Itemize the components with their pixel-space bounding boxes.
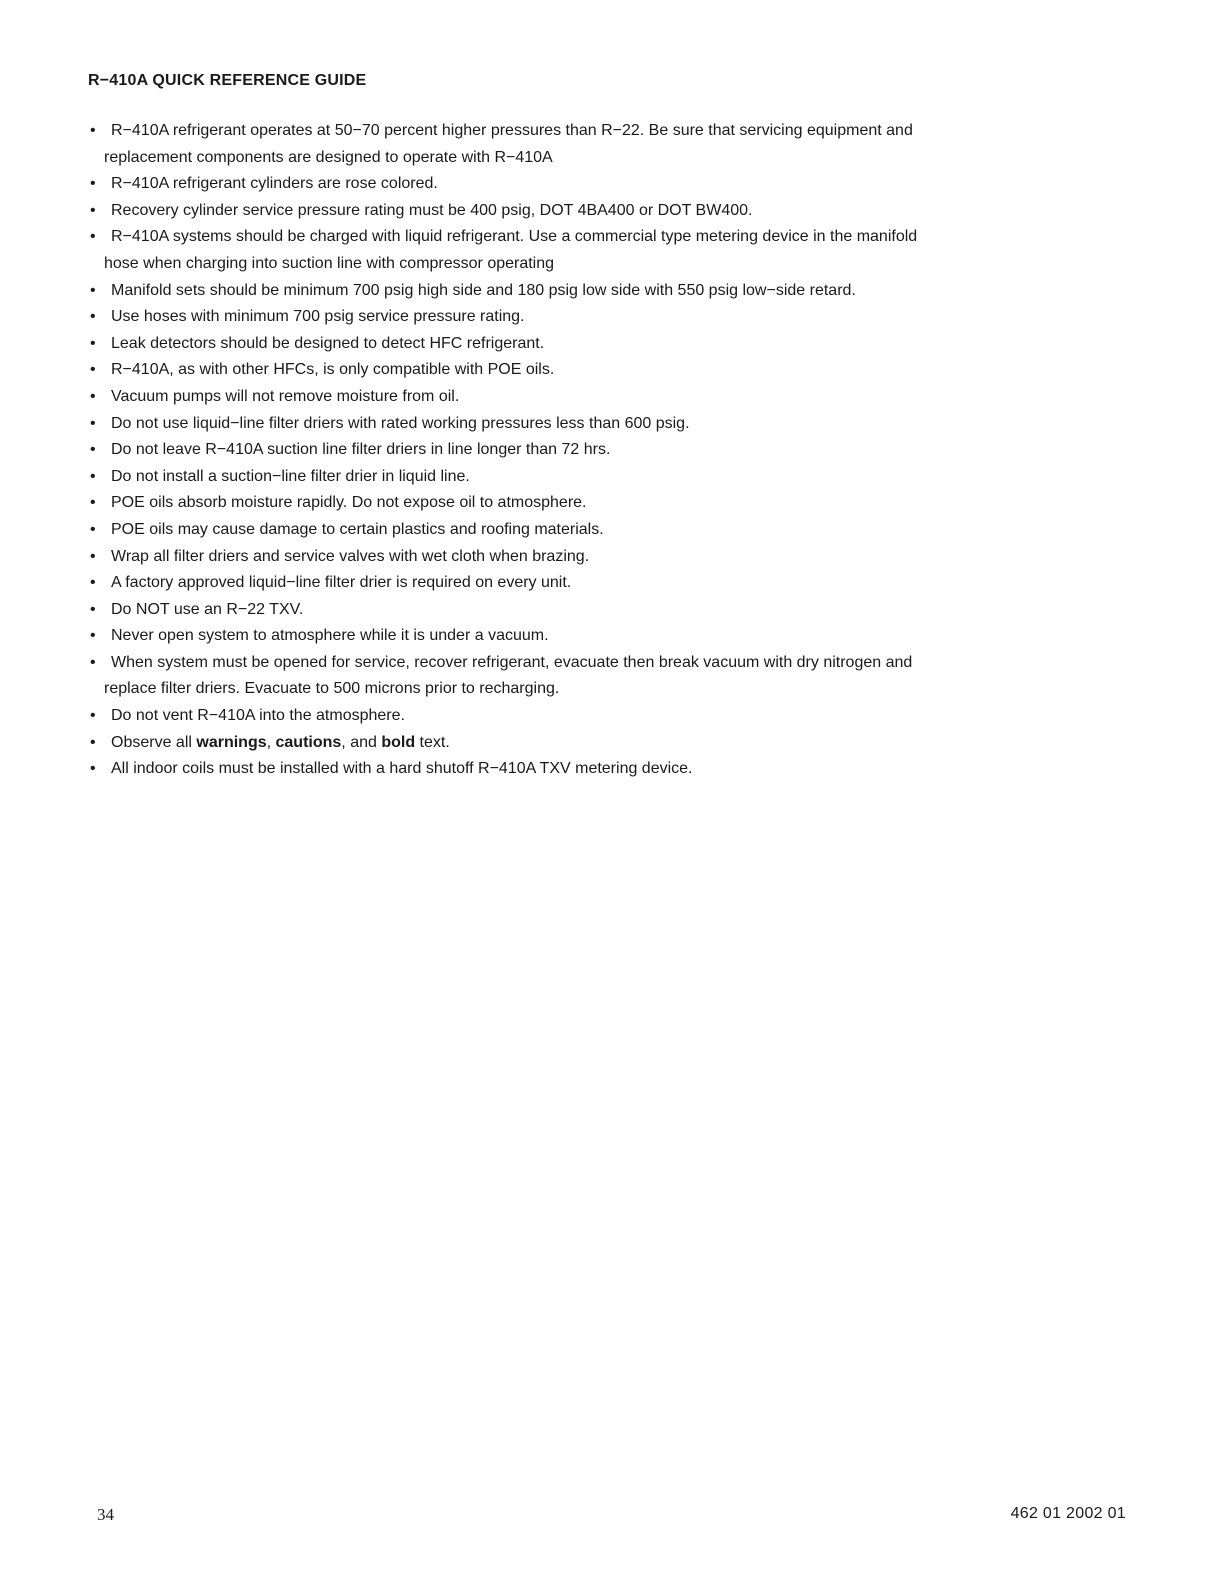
list-item-text: Never open system to atmosphere while it is under a vacuum.	[111, 627, 549, 645]
bullet-icon: •	[90, 387, 96, 405]
list-item-text: Do not use liquid−line filter driers with rated working pressures less than 600 psig.	[111, 414, 690, 432]
bullet-icon: •	[90, 334, 96, 352]
list-item	[88, 304, 1028, 331]
list-item	[88, 384, 1028, 411]
text-run: text.	[415, 733, 450, 751]
list-item-text: A factory approved liquid−line filter drier is required on every unit.	[111, 574, 572, 592]
bullet-icon: •	[90, 281, 96, 299]
bullet-icon: •	[90, 494, 96, 512]
bullet-icon: •	[90, 414, 96, 432]
bullet-icon: •	[90, 520, 96, 538]
document-number: 462 01 2002 01	[1010, 1505, 1126, 1522]
bullet-icon: •	[90, 467, 96, 485]
list-item-text: R−410A systems should be charged with liquid refrigerant. Use a commercial type metering device in the manifold	[111, 228, 918, 246]
list-item	[88, 411, 1028, 438]
text-run: Observe all	[111, 733, 197, 751]
list-item	[88, 118, 1028, 171]
list-item	[88, 357, 1028, 384]
list-item-text-continued: hose when charging into suction line with compressor operating	[104, 254, 555, 272]
list-item	[88, 437, 1028, 464]
list-item-text: All indoor coils must be installed with a hard shutoff R−410A TXV metering device.	[111, 760, 693, 778]
list-item-text: Recovery cylinder service pressure rating must be 400 psig, DOT 4BA400 or DOT BW400.	[111, 201, 753, 219]
bullet-icon: •	[90, 547, 96, 565]
list-item-text	[111, 734, 450, 751]
list-item	[88, 570, 1028, 597]
list-item-text: Vacuum pumps will not remove moisture from oil.	[111, 387, 460, 405]
list-item-text: POE oils absorb moisture rapidly. Do not expose oil to atmosphere.	[111, 494, 587, 512]
emphasis-cautions: cautions	[275, 733, 342, 751]
bullet-icon: •	[90, 122, 96, 139]
list-item	[88, 171, 1028, 198]
bullet-icon: •	[90, 733, 96, 751]
list-item-text: R−410A, as with other HFCs, is only compatible with POE oils.	[111, 361, 555, 379]
bullet-icon: •	[90, 441, 96, 459]
list-item	[88, 544, 1028, 571]
page-number: 34	[97, 1505, 114, 1524]
list-item	[88, 730, 1028, 757]
text-run: ,	[266, 733, 276, 751]
list-item-text: Do not leave R−410A suction line filter driers in line longer than 72 hrs.	[111, 441, 611, 459]
text-run: , and	[341, 733, 382, 751]
list-item-text: When system must be opened for service, recover refrigerant, evacuate then break vacuum with dry nitrogen and	[111, 653, 913, 671]
list-item	[88, 517, 1028, 544]
list-item	[88, 650, 1028, 703]
list-item-text-continued: replace filter driers. Evacuate to 500 microns prior to recharging.	[104, 680, 560, 698]
list-item	[88, 331, 1028, 358]
list-item	[88, 490, 1028, 517]
bullet-icon: •	[90, 201, 96, 219]
list-item	[88, 756, 1028, 783]
emphasis-warnings: warnings	[196, 733, 267, 751]
list-item	[88, 703, 1028, 730]
bullet-icon: •	[90, 707, 96, 725]
bullet-icon: •	[90, 574, 96, 592]
list-item-text: Do NOT use an R−22 TXV.	[111, 600, 304, 618]
list-item-text: Do not vent R−410A into the atmosphere.	[111, 707, 405, 725]
list-item-text-continued: replacement components are designed to operate with R−410A	[104, 148, 553, 166]
list-item	[88, 597, 1028, 624]
page-title: R−410A QUICK REFERENCE GUIDE	[88, 72, 367, 89]
list-item-text: Manifold sets should be minimum 700 psig high side and 180 psig low side with 550 psig low−side retard.	[111, 281, 856, 299]
bullet-icon: •	[90, 760, 96, 778]
list-item-text: R−410A refrigerant cylinders are rose colored.	[111, 175, 438, 193]
list-item-text: POE oils may cause damage to certain plastics and roofing materials.	[111, 520, 604, 538]
bullet-icon: •	[90, 308, 96, 326]
bullet-icon: •	[90, 653, 96, 671]
emphasis-bold: bold	[381, 733, 416, 751]
bullet-icon: •	[90, 627, 96, 645]
list-item-text: R−410A refrigerant operates at 50−70 percent higher pressures than R−22. Be sure that servicing equipment and	[111, 122, 913, 139]
bullet-icon: •	[90, 228, 96, 246]
list-item-text: Use hoses with minimum 700 psig service pressure rating.	[111, 308, 525, 326]
list-item	[88, 198, 1028, 225]
list-item	[88, 464, 1028, 491]
list-item	[88, 278, 1028, 305]
bullet-icon: •	[90, 175, 96, 193]
list-item-text: Leak detectors should be designed to detect HFC refrigerant.	[111, 334, 545, 352]
bullet-icon: •	[90, 600, 96, 618]
list-item-text: Wrap all filter driers and service valves with wet cloth when brazing.	[111, 547, 590, 565]
bullet-icon: •	[90, 361, 96, 379]
list-item	[88, 224, 1028, 277]
reference-list	[88, 118, 1028, 783]
list-item	[88, 623, 1028, 650]
list-item-text: Do not install a suction−line filter drier in liquid line.	[111, 467, 470, 485]
